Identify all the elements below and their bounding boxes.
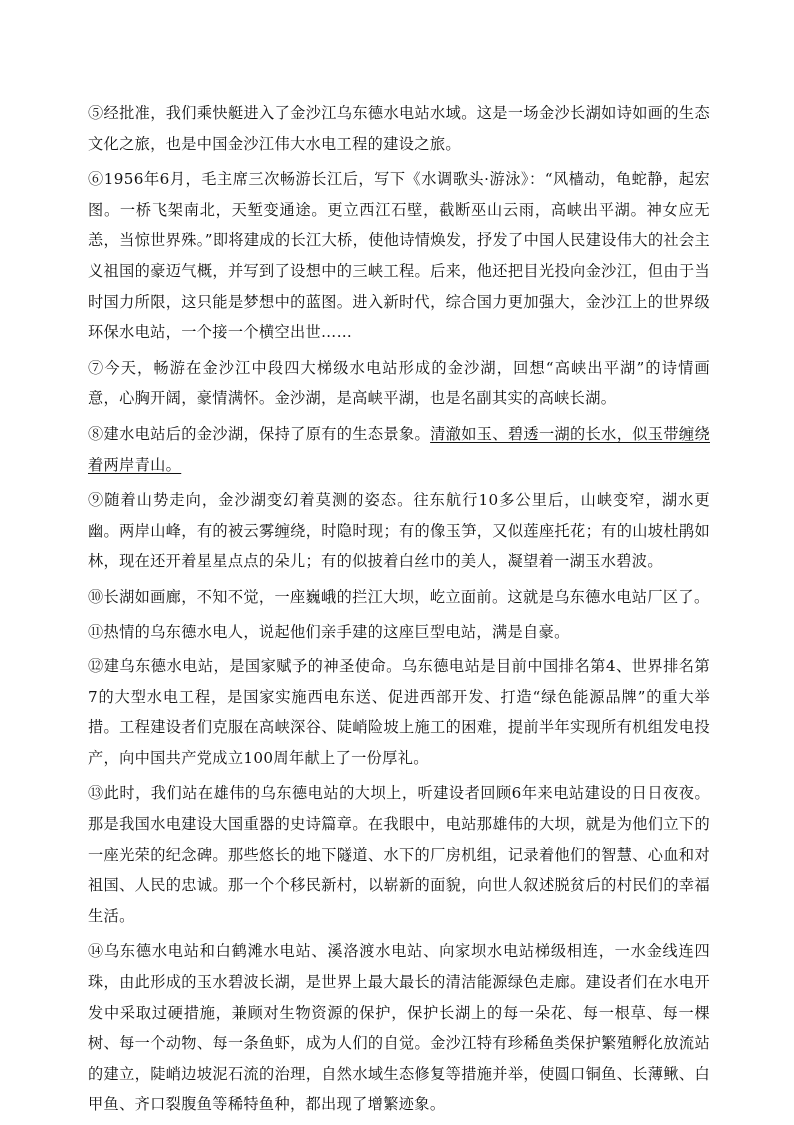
paragraph-11: ⑪热情的乌东德水电人，说起他们亲手建的这座巨型电站，满是自豪。 xyxy=(88,622,570,641)
paragraph-8 xyxy=(88,419,710,480)
paragraph-7: ⑦今天，畅游在金沙江中段四大梯级水电站形成的金沙湖，回想“高峡出平湖”的诗情画意，心胸开阔，豪情满怀。金沙湖，是高峡平湖，也是名副其实的高峡长湖。 xyxy=(88,358,710,408)
paragraph-6: ⑥1956年6月，毛主席三次畅游长江后，写下《水调歌头·游泳》：“风樯动，龟蛇静，起宏图。一桥飞架南北，天堑变通途。更立西江石壁，截断巫山云雨，高峡出平湖。神女应无恙，当惊世界殊。”即将建成的长江大桥，使他诗情焕发，抒发了中国人民建设伟大的社会主义祖国的豪迈气概，并写到了设想中的三峡工程。后来，他还把目光投向金沙江，但由于当时国力所限，这只能是梦想中的蓝图。进入新时代，综合国力更加强大，金沙江上的世界级环保水电站，一个接一个横空出世…… xyxy=(88,170,711,342)
paragraph-8-underlined-sentence: 清澈如玉、碧透一湖的长水，似玉带缠绕着两岸青山。 xyxy=(88,424,710,474)
paragraph-14: ⑭乌东德水电站和白鹤滩水电站、溪洛渡水电站、向家坝水电站梯级相连，一水金线连四珠，由此形成的玉水碧波长湖，是世界上最大最长的清洁能源绿色走廊。建设者们在水电开发中采取过硬措施，兼顾对生物资源的保护，保护长湖上的每一朵花、每一根草、每一棵树、每一个动物、每一条鱼虾，成为人们的自觉。金沙江特有珍稀鱼类保护繁殖孵化放流站的建立，陡峭边坡泥石流的治理，自然水域生态修复等措施并举，使圆口铜鱼、长薄鳅、白甲鱼、齐口裂腹鱼等稀特鱼种，都出现了增繁迹象。 xyxy=(88,942,710,1114)
paragraph-5: ⑤经批准，我们乘快艇进入了金沙江乌东德水电站水域。这是一场金沙长湖如诗如画的生态文化之旅，也是中国金沙江伟大水电工程的建设之旅。 xyxy=(88,104,710,153)
paragraph-10: ⑩长湖如画廊，不知不觉，一座巍峨的拦江大坝，屹立面前。这就是乌东德水电站厂区了。 xyxy=(88,587,710,606)
article-body xyxy=(88,98,710,1125)
paragraph-13: ⑬此时，我们站在雄伟的乌东德电站的大坝上，听建设者回顾6年来电站建设的日日夜夜。那是我国水电建设大国重器的史诗篇章。在我眼中，电站那雄伟的大坝，就是为他们立下的一座光荣的纪念碑。那些悠长的地下隧道、水下的厂房机组，记录着他们的智慧、心血和对祖国、人民的忠诚。那一个个移民新村，以崭新的面貌，向世人叙述脱贫后的村民们的幸福生活。 xyxy=(88,784,710,925)
paragraph-8-text: ⑧建水电站后的金沙湖，保持了原有的生态景象。 xyxy=(88,424,431,443)
paragraph-9: ⑨随着山势走向，金沙湖变幻着莫测的姿态。往东航行10多公里后，山峡变窄，湖水更幽。两岸山峰，有的被云雾缠绕，时隐时现；有的像玉笋，又似莲座托花；有的山坡杜鹃如林，现在还开着星星点点的朵儿；有的似披着白丝巾的美人，凝望着一湖玉水碧波。 xyxy=(88,491,710,571)
paragraph-12: ⑫建乌东德水电站，是国家赋予的神圣使命。乌东德电站是目前中国排名第4、世界排名第7的大型水电工程，是国家实施西电东送、促进西部开发、打造“绿色能源品牌”的重大举措。工程建设者们克服在高峡深谷、陡峭险坡上施工的困难，提前半年实现所有机组发电投产，向中国共产党成立100周年献上了一份厚礼。 xyxy=(88,657,710,767)
